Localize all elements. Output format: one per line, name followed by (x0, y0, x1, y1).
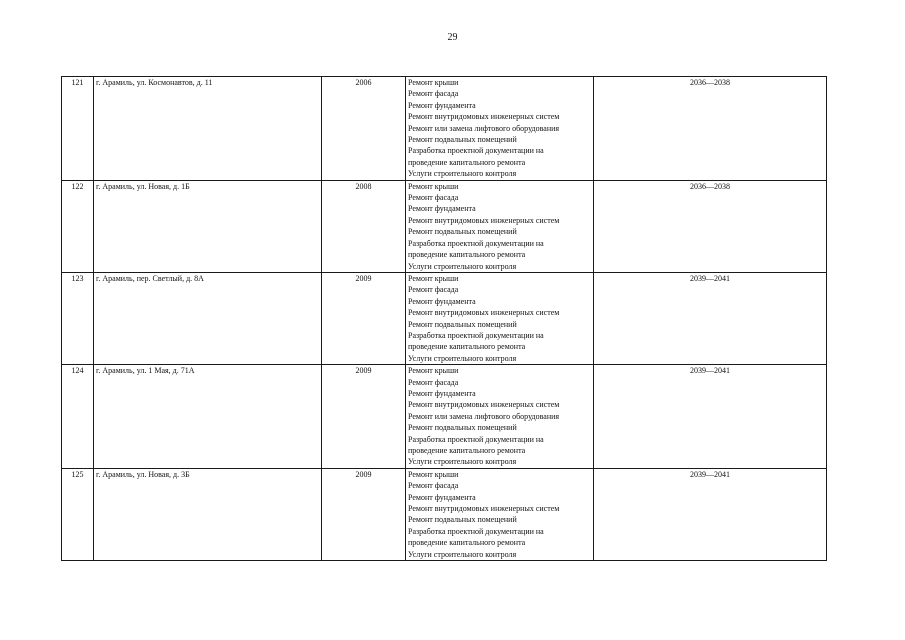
repair-period: 2036—2038 (594, 77, 827, 181)
work-item: Разработка проектной документации на (408, 238, 544, 248)
work-item: проведение капитального ремонта (408, 250, 526, 260)
work-item: Ремонт крыши (408, 181, 459, 191)
work-item: Услуги строительного контроля (408, 353, 517, 363)
work-item: Услуги строительного контроля (408, 457, 517, 467)
work-item: Ремонт фундамента (408, 492, 476, 502)
row-number: 122 (62, 180, 94, 272)
commission-year: 2009 (322, 468, 406, 560)
work-item: Ремонт фундамента (408, 204, 476, 214)
work-item: Ремонт фасада (408, 481, 459, 491)
row-number: 125 (62, 468, 94, 560)
work-item: Ремонт внутридомовых инженерных систем (408, 215, 560, 225)
works-list (406, 272, 594, 364)
repair-period: 2036—2038 (594, 180, 827, 272)
row-number: 123 (62, 272, 94, 364)
work-item: Ремонт или замена лифтового оборудования (408, 411, 560, 421)
repair-period: 2039—2041 (594, 272, 827, 364)
work-item: Ремонт крыши (408, 469, 459, 479)
work-item: Ремонт фасада (408, 377, 459, 387)
work-item: Ремонт крыши (408, 366, 459, 376)
table-row (62, 468, 827, 560)
work-item: Услуги строительного контроля (408, 549, 517, 559)
repair-period: 2039—2041 (594, 468, 827, 560)
building-address: г. Арамиль, ул. Космонавтов, д. 11 (94, 77, 322, 181)
building-address: г. Арамиль, ул. Новая, д. 1Б (94, 180, 322, 272)
row-number: 121 (62, 77, 94, 181)
work-item: Услуги строительного контроля (408, 261, 517, 271)
table-row (62, 77, 827, 181)
works-list (406, 77, 594, 181)
work-item: Ремонт внутридомовых инженерных систем (408, 504, 560, 514)
table-body (62, 77, 827, 561)
commission-year: 2006 (322, 77, 406, 181)
repair-period: 2039—2041 (594, 365, 827, 469)
work-item: проведение капитального ремонта (408, 157, 526, 167)
work-item: Ремонт крыши (408, 273, 459, 283)
work-item: Разработка проектной документации на (408, 526, 544, 536)
work-item: проведение капитального ремонта (408, 538, 526, 548)
commission-year: 2009 (322, 272, 406, 364)
work-item: Ремонт подвальных помещений (408, 423, 517, 433)
work-item: Ремонт фундамента (408, 296, 476, 306)
work-item: Ремонт фундамента (408, 388, 476, 398)
work-item: Ремонт внутридомовых инженерных систем (408, 112, 560, 122)
table-row (62, 365, 827, 469)
work-item: Ремонт крыши (408, 78, 459, 87)
work-item: Разработка проектной документации на (408, 330, 544, 340)
page-number: 29 (447, 32, 458, 43)
works-list (406, 365, 594, 469)
work-item: Разработка проектной документации на (408, 434, 544, 444)
work-item: Ремонт подвальных помещений (408, 135, 517, 145)
table-row (62, 272, 827, 364)
work-item: проведение капитального ремонта (408, 342, 526, 352)
commission-year: 2008 (322, 180, 406, 272)
building-address: г. Арамиль, ул. Новая, д. 3Б (94, 468, 322, 560)
works-list (406, 180, 594, 272)
work-item: Ремонт подвальных помещений (408, 227, 517, 237)
work-item: проведение капитального ремонта (408, 446, 526, 455)
work-item: Разработка проектной документации на (408, 146, 544, 156)
work-item: Услуги строительного контроля (408, 169, 517, 179)
works-list (406, 468, 594, 560)
work-item: Ремонт фундамента (408, 100, 476, 110)
work-item: Ремонт фасада (408, 285, 459, 295)
repair-plan-table (61, 76, 827, 561)
table-row (62, 180, 827, 272)
work-item: Ремонт внутридомовых инженерных систем (408, 308, 560, 318)
row-number: 124 (62, 365, 94, 469)
work-item: Ремонт фасада (408, 89, 459, 99)
building-address: г. Арамиль, пер. Светлый, д. 8А (94, 272, 322, 364)
work-item: Ремонт фасада (408, 193, 459, 203)
commission-year: 2009 (322, 365, 406, 469)
work-item: Ремонт внутридомовых инженерных систем (408, 400, 560, 410)
building-address: г. Арамиль, ул. 1 Мая, д. 71А (94, 365, 322, 469)
work-item: Ремонт или замена лифтового оборудования (408, 123, 560, 133)
work-item: Ремонт подвальных помещений (408, 515, 517, 525)
work-item: Ремонт подвальных помещений (408, 319, 517, 329)
